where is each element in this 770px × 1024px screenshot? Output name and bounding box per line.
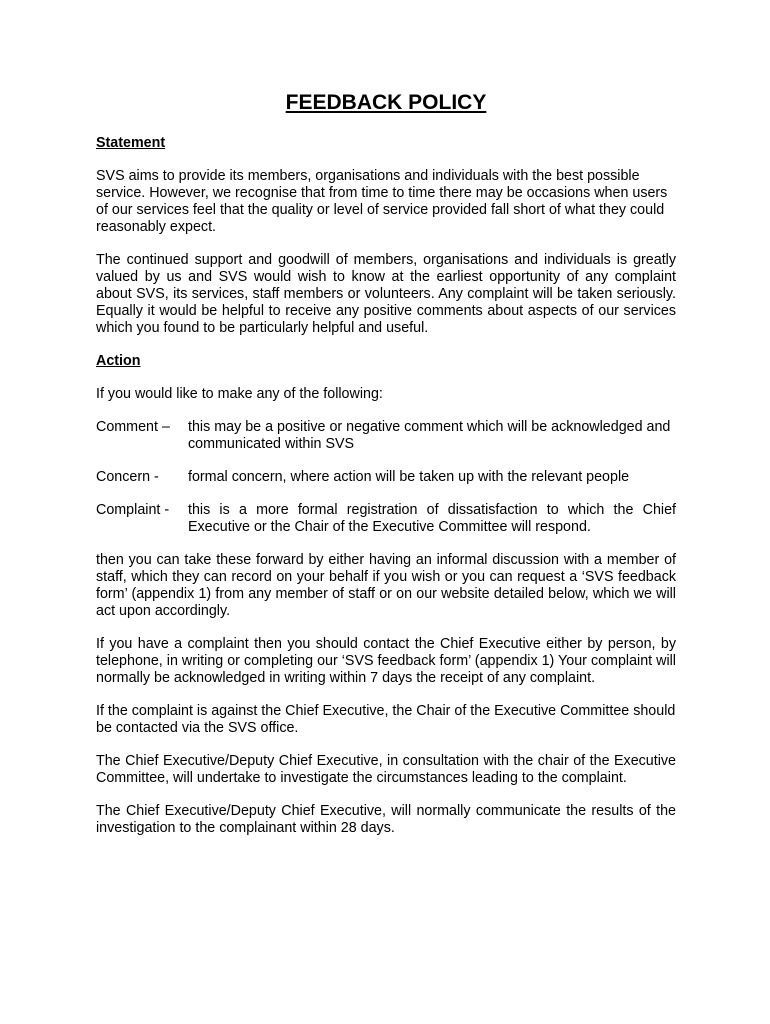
- document-page: [96, 90, 676, 853]
- action-intro: If you would like to make any of the following:: [96, 386, 383, 402]
- document-title: FEEDBACK POLICY: [285, 91, 487, 114]
- definition-term: Concern -: [96, 469, 159, 485]
- body-paragraph: If the complaint is against the Chief Executive, the Chair of the Executive Committee should be contacted via the SVS office.: [96, 703, 676, 736]
- statement-paragraph-1: SVS aims to provide its members, organisations and individuals with the best possible service. However, we recognise that from time to time there may be occasions when users of our services feel that the quality or level of service provided fall short of what they could reasonably expect.: [96, 168, 668, 235]
- definition-term: Comment –: [96, 419, 170, 435]
- statement-paragraph-2: The continued support and goodwill of members, organisations and individuals is greatly valued by us and SVS would wish to know at the earliest opportunity of any complaint about SVS, its services, staff members or volunteers. Any complaint will be taken seriously. Equally it would be helpful to receive any positive comments about aspects of our services which you found to be particularly helpful and useful.: [96, 252, 676, 336]
- action-heading: Action: [96, 353, 141, 369]
- definition-term: Complaint -: [96, 502, 170, 518]
- definition-text: this is a more formal registration of dissatisfaction to which the Chief Executive or the Chair of the Executive Committee will respond.: [188, 502, 676, 535]
- body-paragraph: If you have a complaint then you should contact the Chief Executive either by person, by telephone, in writing or completing our ‘SVS feedback form’ (appendix 1) Your complaint will normally be acknowledged in writing within 7 days the receipt of any complaint.: [96, 636, 676, 686]
- definition-complaint: [96, 502, 676, 536]
- body-paragraph: then you can take these forward by either having an informal discussion with a member of staff, which they can record on your behalf if you wish or you can request a ‘SVS feedback form’ (appendix 1) from any member of staff or on our website detailed below, which we will act upon accordingly.: [96, 552, 676, 619]
- definition-comment: [96, 419, 676, 453]
- body-paragraph: The Chief Executive/Deputy Chief Executive, will normally communicate the results of the investigation to the complainant within 28 days.: [96, 803, 676, 836]
- definition-text: formal concern, where action will be taken up with the relevant people: [188, 469, 630, 485]
- definition-text: this may be a positive or negative comment which will be acknowledged and communicated within SVS: [188, 419, 671, 452]
- statement-heading: Statement: [96, 135, 166, 151]
- body-paragraph: The Chief Executive/Deputy Chief Executive, in consultation with the chair of the Executive Committee, will undertake to investigate the circumstances leading to the complaint.: [96, 753, 676, 786]
- definition-concern: [96, 469, 676, 486]
